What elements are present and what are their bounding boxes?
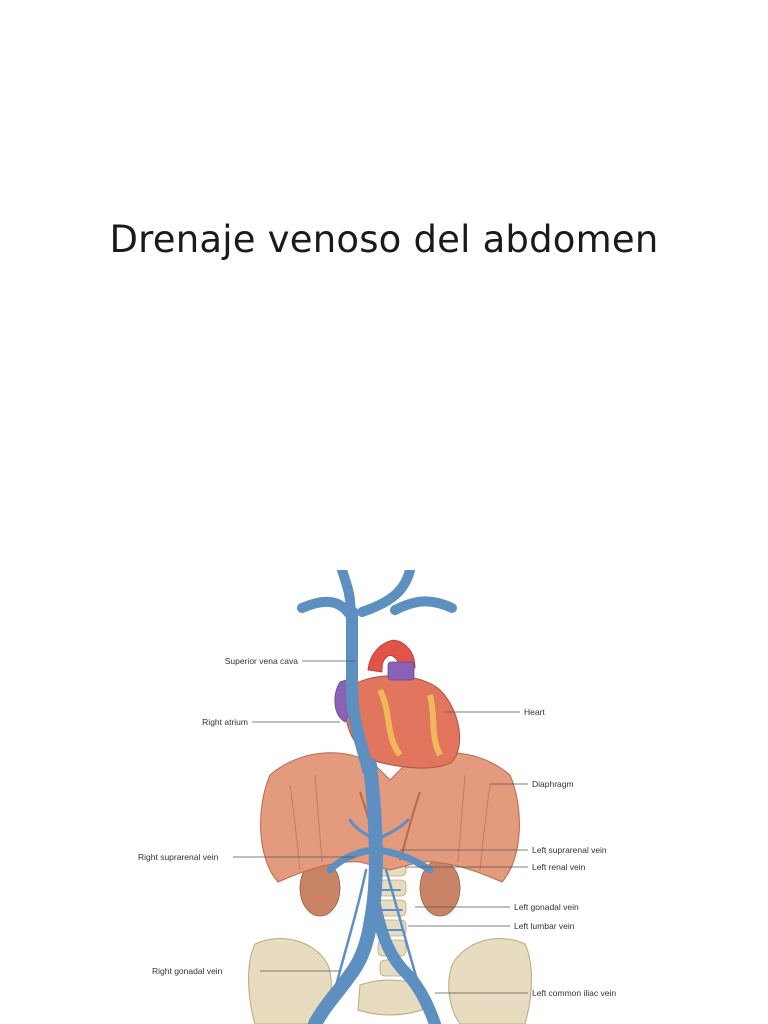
label-left-common-iliac-vein: Left common iliac vein [532,988,617,998]
label-left-lumbar-vein: Left lumbar vein [514,921,575,931]
label-heart: Heart [524,707,545,717]
venous-drainage-illustration [130,570,650,1024]
label-left-renal-vein: Left renal vein [532,862,586,872]
label-right-gonadal-vein: Right gonadal vein [152,966,223,976]
label-right-suprarenal-vein: Right suprarenal vein [138,852,219,862]
anatomy-drawing [130,570,650,1024]
slide-title: Drenaje venoso del abdomen [109,218,659,261]
label-diaphragm: Diaphragm [532,779,574,789]
label-left-suprarenal-vein: Left suprarenal vein [532,845,607,855]
label-superior-vena-cava: Superior vena cava [224,656,298,666]
label-left-gonadal-vein: Left gonadal vein [514,902,579,912]
label-right-atrium: Right atrium [202,717,248,727]
diaphragm [261,753,520,882]
